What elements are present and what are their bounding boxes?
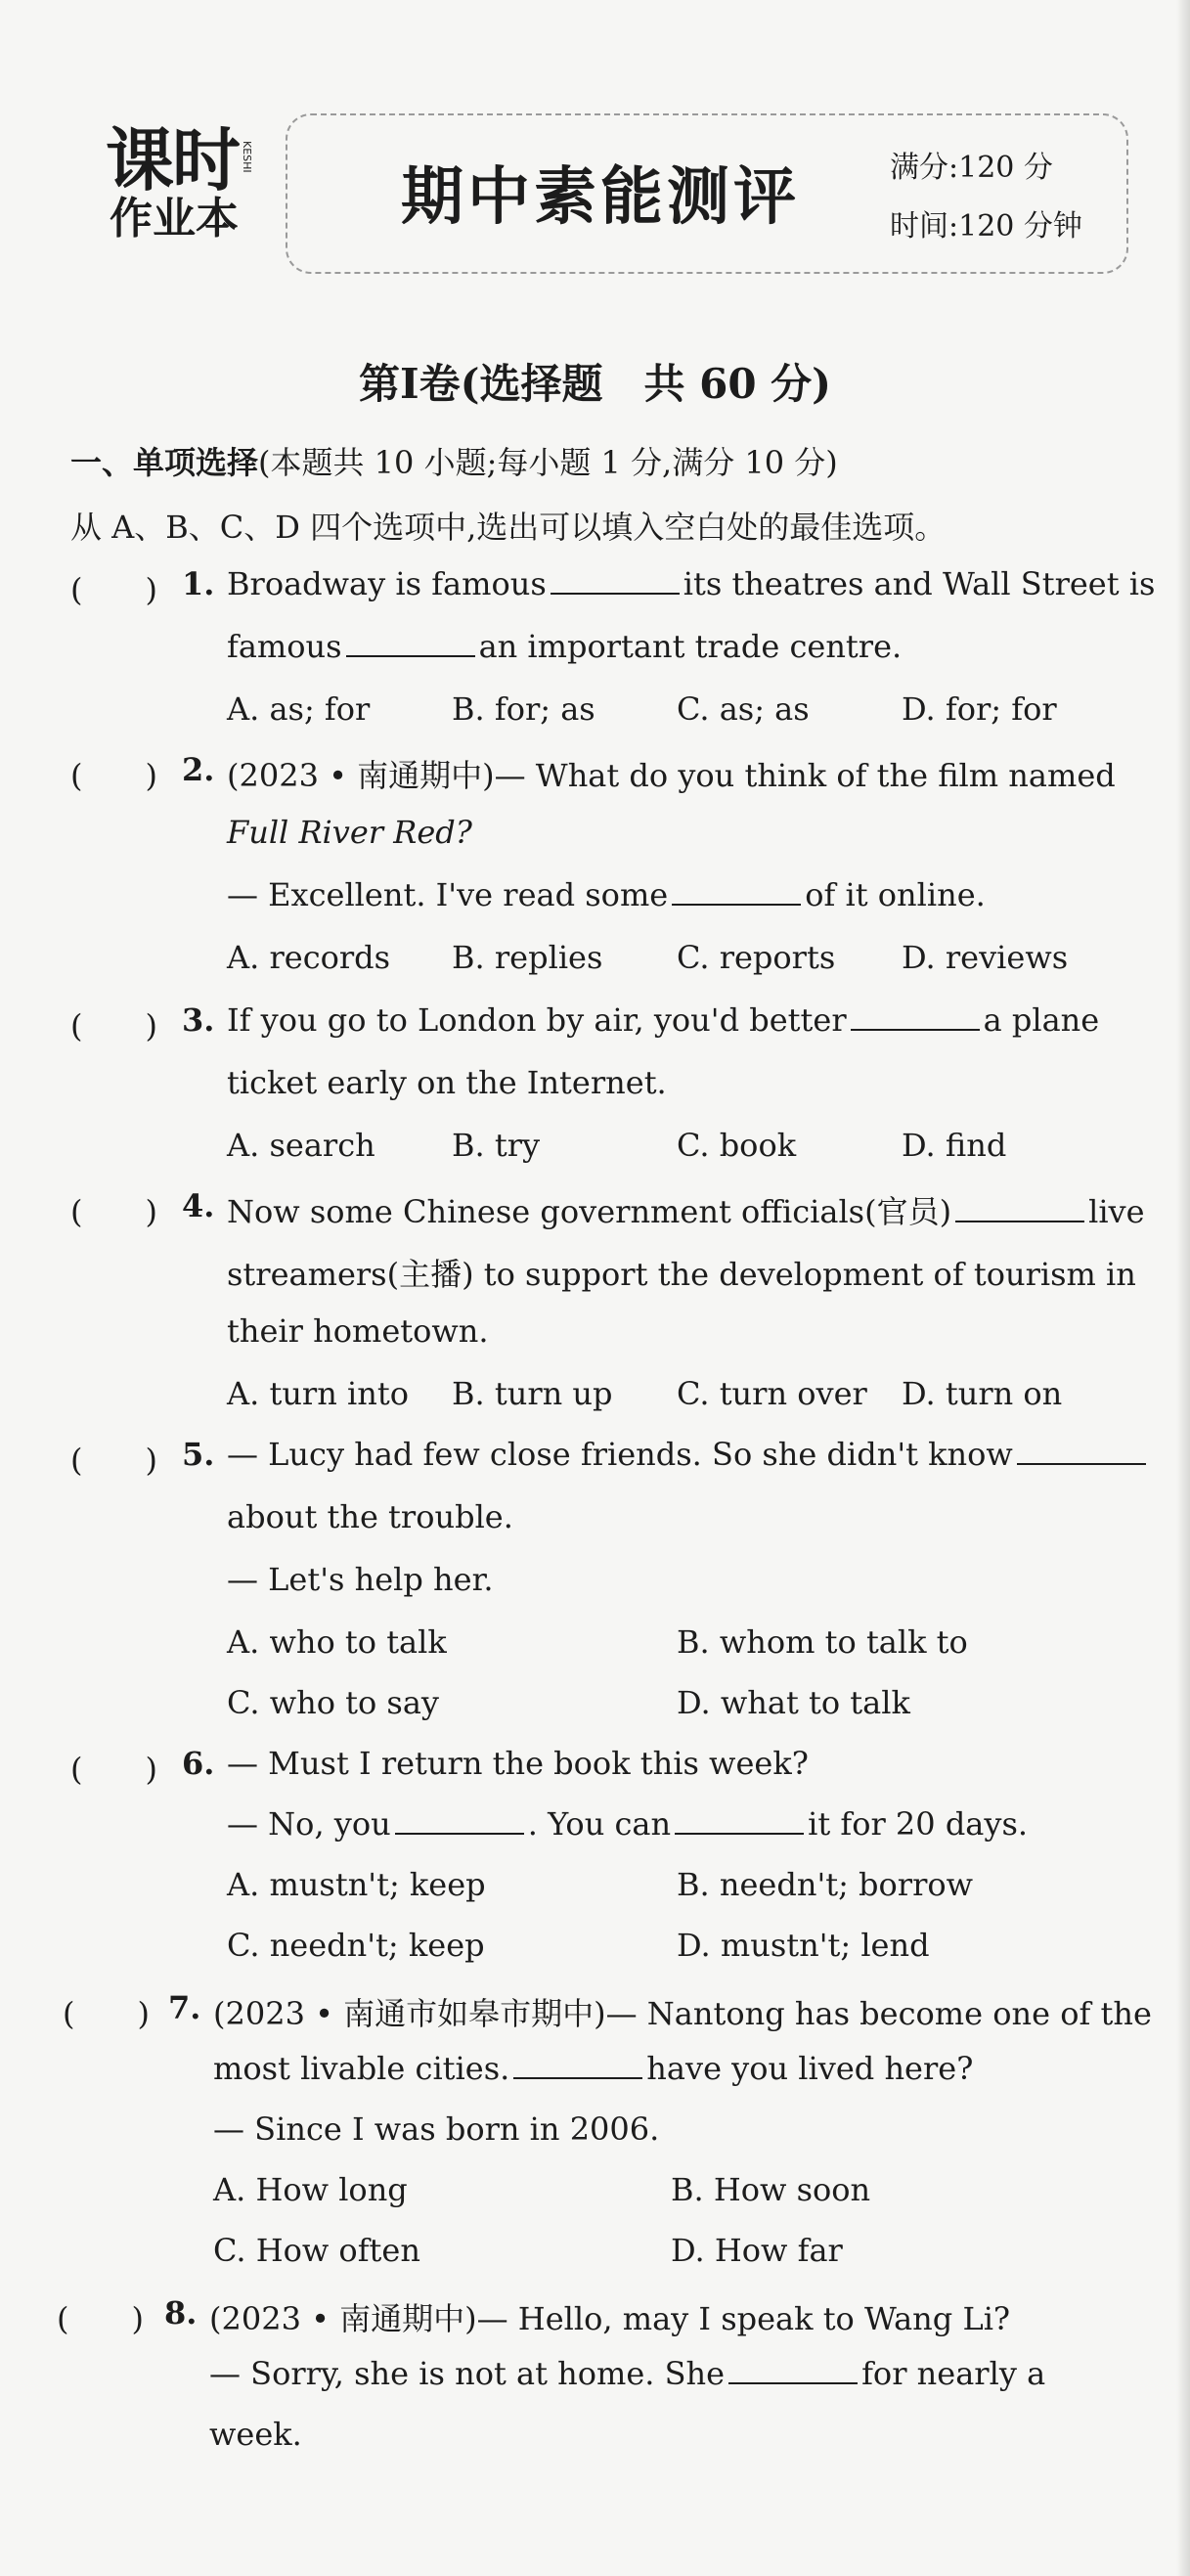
- part-label: 一、单项选择: [70, 444, 259, 481]
- question-line: [227, 628, 902, 665]
- text: — Lucy had few close friends. So she didn't know: [227, 1436, 1013, 1473]
- option-c[interactable]: C. book: [677, 1127, 797, 1164]
- option-a[interactable]: A. records: [227, 939, 391, 976]
- question-number: 7.: [168, 1989, 201, 2026]
- blank: [513, 2052, 642, 2079]
- answer-box[interactable]: ( ): [63, 1995, 150, 2032]
- question-line: — Must I return the book this week?: [227, 1745, 809, 1782]
- question-line: (2023 • 南通期中)— What do you think of the film named: [227, 757, 1116, 794]
- logo-line2: 作业本: [110, 194, 239, 244]
- question-line: [213, 2050, 973, 2087]
- text: of it online.: [805, 876, 986, 913]
- option-d[interactable]: D. turn on: [902, 1375, 1063, 1412]
- part-detail: (本题共 10 小题;每小题 1 分,满分 10 分): [258, 444, 838, 481]
- option-c[interactable]: C. who to say: [227, 1684, 439, 1721]
- question-line: [209, 2355, 1045, 2392]
- option-a[interactable]: A. How long: [213, 2171, 408, 2208]
- blank: [551, 567, 680, 595]
- question-number: 1.: [182, 565, 215, 602]
- page-title: 期中素能测评: [401, 160, 800, 234]
- question-line: their hometown.: [227, 1312, 489, 1350]
- question-number: 2.: [182, 751, 215, 788]
- option-b[interactable]: B. whom to talk to: [677, 1623, 968, 1661]
- instruction: 从 A、B、C、D 四个选项中,选出可以填入空白处的最佳选项。: [70, 509, 947, 546]
- option-d[interactable]: D. reviews: [902, 939, 1069, 976]
- question-number: 4.: [182, 1187, 215, 1224]
- option-a[interactable]: A. as; for: [227, 690, 371, 728]
- answer-box[interactable]: ( ): [70, 1193, 157, 1230]
- question-line: (2023 • 南通市如皋市期中)— Nantong has become one of the: [213, 1995, 1152, 2032]
- text: famous: [227, 628, 342, 665]
- answer-box[interactable]: ( ): [70, 1007, 157, 1044]
- question-number: 3.: [182, 1001, 215, 1039]
- option-d[interactable]: D. How far: [671, 2232, 843, 2269]
- question-number: 5.: [182, 1436, 215, 1473]
- question-line: streamers(主播) to support the development of tourism in: [227, 1256, 1136, 1293]
- answer-box[interactable]: ( ): [70, 757, 157, 794]
- question-line: — Since I was born in 2006.: [213, 2110, 660, 2148]
- section-title: 第Ⅰ卷(选择题 共 60 分): [358, 360, 832, 408]
- question-line: [227, 1805, 1028, 1843]
- full-marks: 满分:120 分: [890, 151, 1053, 185]
- question-line: [227, 1187, 1145, 1232]
- option-a[interactable]: A. mustn't; keep: [227, 1866, 486, 1903]
- question-line: [227, 565, 1155, 602]
- time-limit: 时间:120 分钟: [890, 209, 1082, 244]
- logo-line1: 课时: [106, 120, 239, 200]
- text: live: [1088, 1193, 1145, 1230]
- option-d[interactable]: D. for; for: [902, 690, 1057, 728]
- text: Now some Chinese government officials(官员): [227, 1193, 952, 1230]
- answer-box[interactable]: ( ): [70, 1442, 157, 1479]
- blank: [346, 630, 475, 657]
- question-line: week.: [209, 2416, 302, 2453]
- question-line: — Let's help her.: [227, 1561, 494, 1598]
- text: — No, you: [227, 1805, 391, 1843]
- part-heading: [70, 438, 838, 483]
- blank: [851, 1003, 980, 1031]
- film-title: Full River Red?: [227, 814, 472, 851]
- option-d[interactable]: D. find: [902, 1127, 1007, 1164]
- option-b[interactable]: B. turn up: [452, 1375, 613, 1412]
- logo-tiny-text: KESHI: [241, 141, 253, 173]
- option-b[interactable]: B. needn't; borrow: [677, 1866, 974, 1903]
- option-a[interactable]: A. turn into: [227, 1375, 409, 1412]
- question-line: (2023 • 南通期中)— Hello, may I speak to Wang Li?: [209, 2300, 1011, 2337]
- question-number: 6.: [182, 1745, 215, 1782]
- answer-box[interactable]: ( ): [70, 1751, 157, 1788]
- option-a[interactable]: A. who to talk: [227, 1623, 447, 1661]
- text: . You can: [527, 1805, 672, 1843]
- brand-logo: [106, 120, 262, 244]
- option-c[interactable]: C. turn over: [677, 1375, 867, 1412]
- text: If you go to London by air, you'd better: [227, 1001, 847, 1039]
- question-line: about the trouble.: [227, 1498, 513, 1535]
- blank: [672, 878, 801, 906]
- text: most livable cities.: [213, 2050, 510, 2087]
- text: have you lived here?: [646, 2050, 974, 2087]
- option-d[interactable]: D. mustn't; lend: [677, 1927, 930, 1964]
- blank: [675, 1807, 804, 1835]
- option-d[interactable]: D. what to talk: [677, 1684, 910, 1721]
- question-line: [227, 876, 986, 913]
- text: for nearly a: [861, 2355, 1046, 2392]
- option-c[interactable]: C. How often: [213, 2232, 420, 2269]
- option-a[interactable]: A. search: [227, 1127, 375, 1164]
- text: Broadway is famous: [227, 565, 547, 602]
- option-c[interactable]: C. reports: [677, 939, 836, 976]
- option-b[interactable]: B. replies: [452, 939, 603, 976]
- question-number: 8.: [164, 2294, 198, 2332]
- option-c[interactable]: C. as; as: [677, 690, 810, 728]
- text: it for 20 days.: [808, 1805, 1029, 1843]
- blank: [955, 1195, 1084, 1222]
- text: an important trade centre.: [478, 628, 903, 665]
- text: its theatres and Wall Street is: [683, 565, 1156, 602]
- answer-box[interactable]: ( ): [57, 2300, 144, 2337]
- blank: [395, 1807, 524, 1835]
- option-b[interactable]: B. for; as: [452, 690, 595, 728]
- option-c[interactable]: C. needn't; keep: [227, 1927, 485, 1964]
- text: a plane: [983, 1001, 1100, 1039]
- question-line: [227, 1436, 1150, 1473]
- option-b[interactable]: B. How soon: [671, 2171, 871, 2208]
- question-line: ticket early on the Internet.: [227, 1064, 667, 1101]
- blank: [728, 2357, 858, 2384]
- answer-box[interactable]: ( ): [70, 571, 157, 608]
- option-b[interactable]: B. try: [452, 1127, 541, 1164]
- blank: [1017, 1438, 1146, 1465]
- text: — Sorry, she is not at home. She: [209, 2355, 726, 2392]
- question-line: [227, 1001, 1099, 1039]
- text: — Excellent. I've read some: [227, 876, 669, 913]
